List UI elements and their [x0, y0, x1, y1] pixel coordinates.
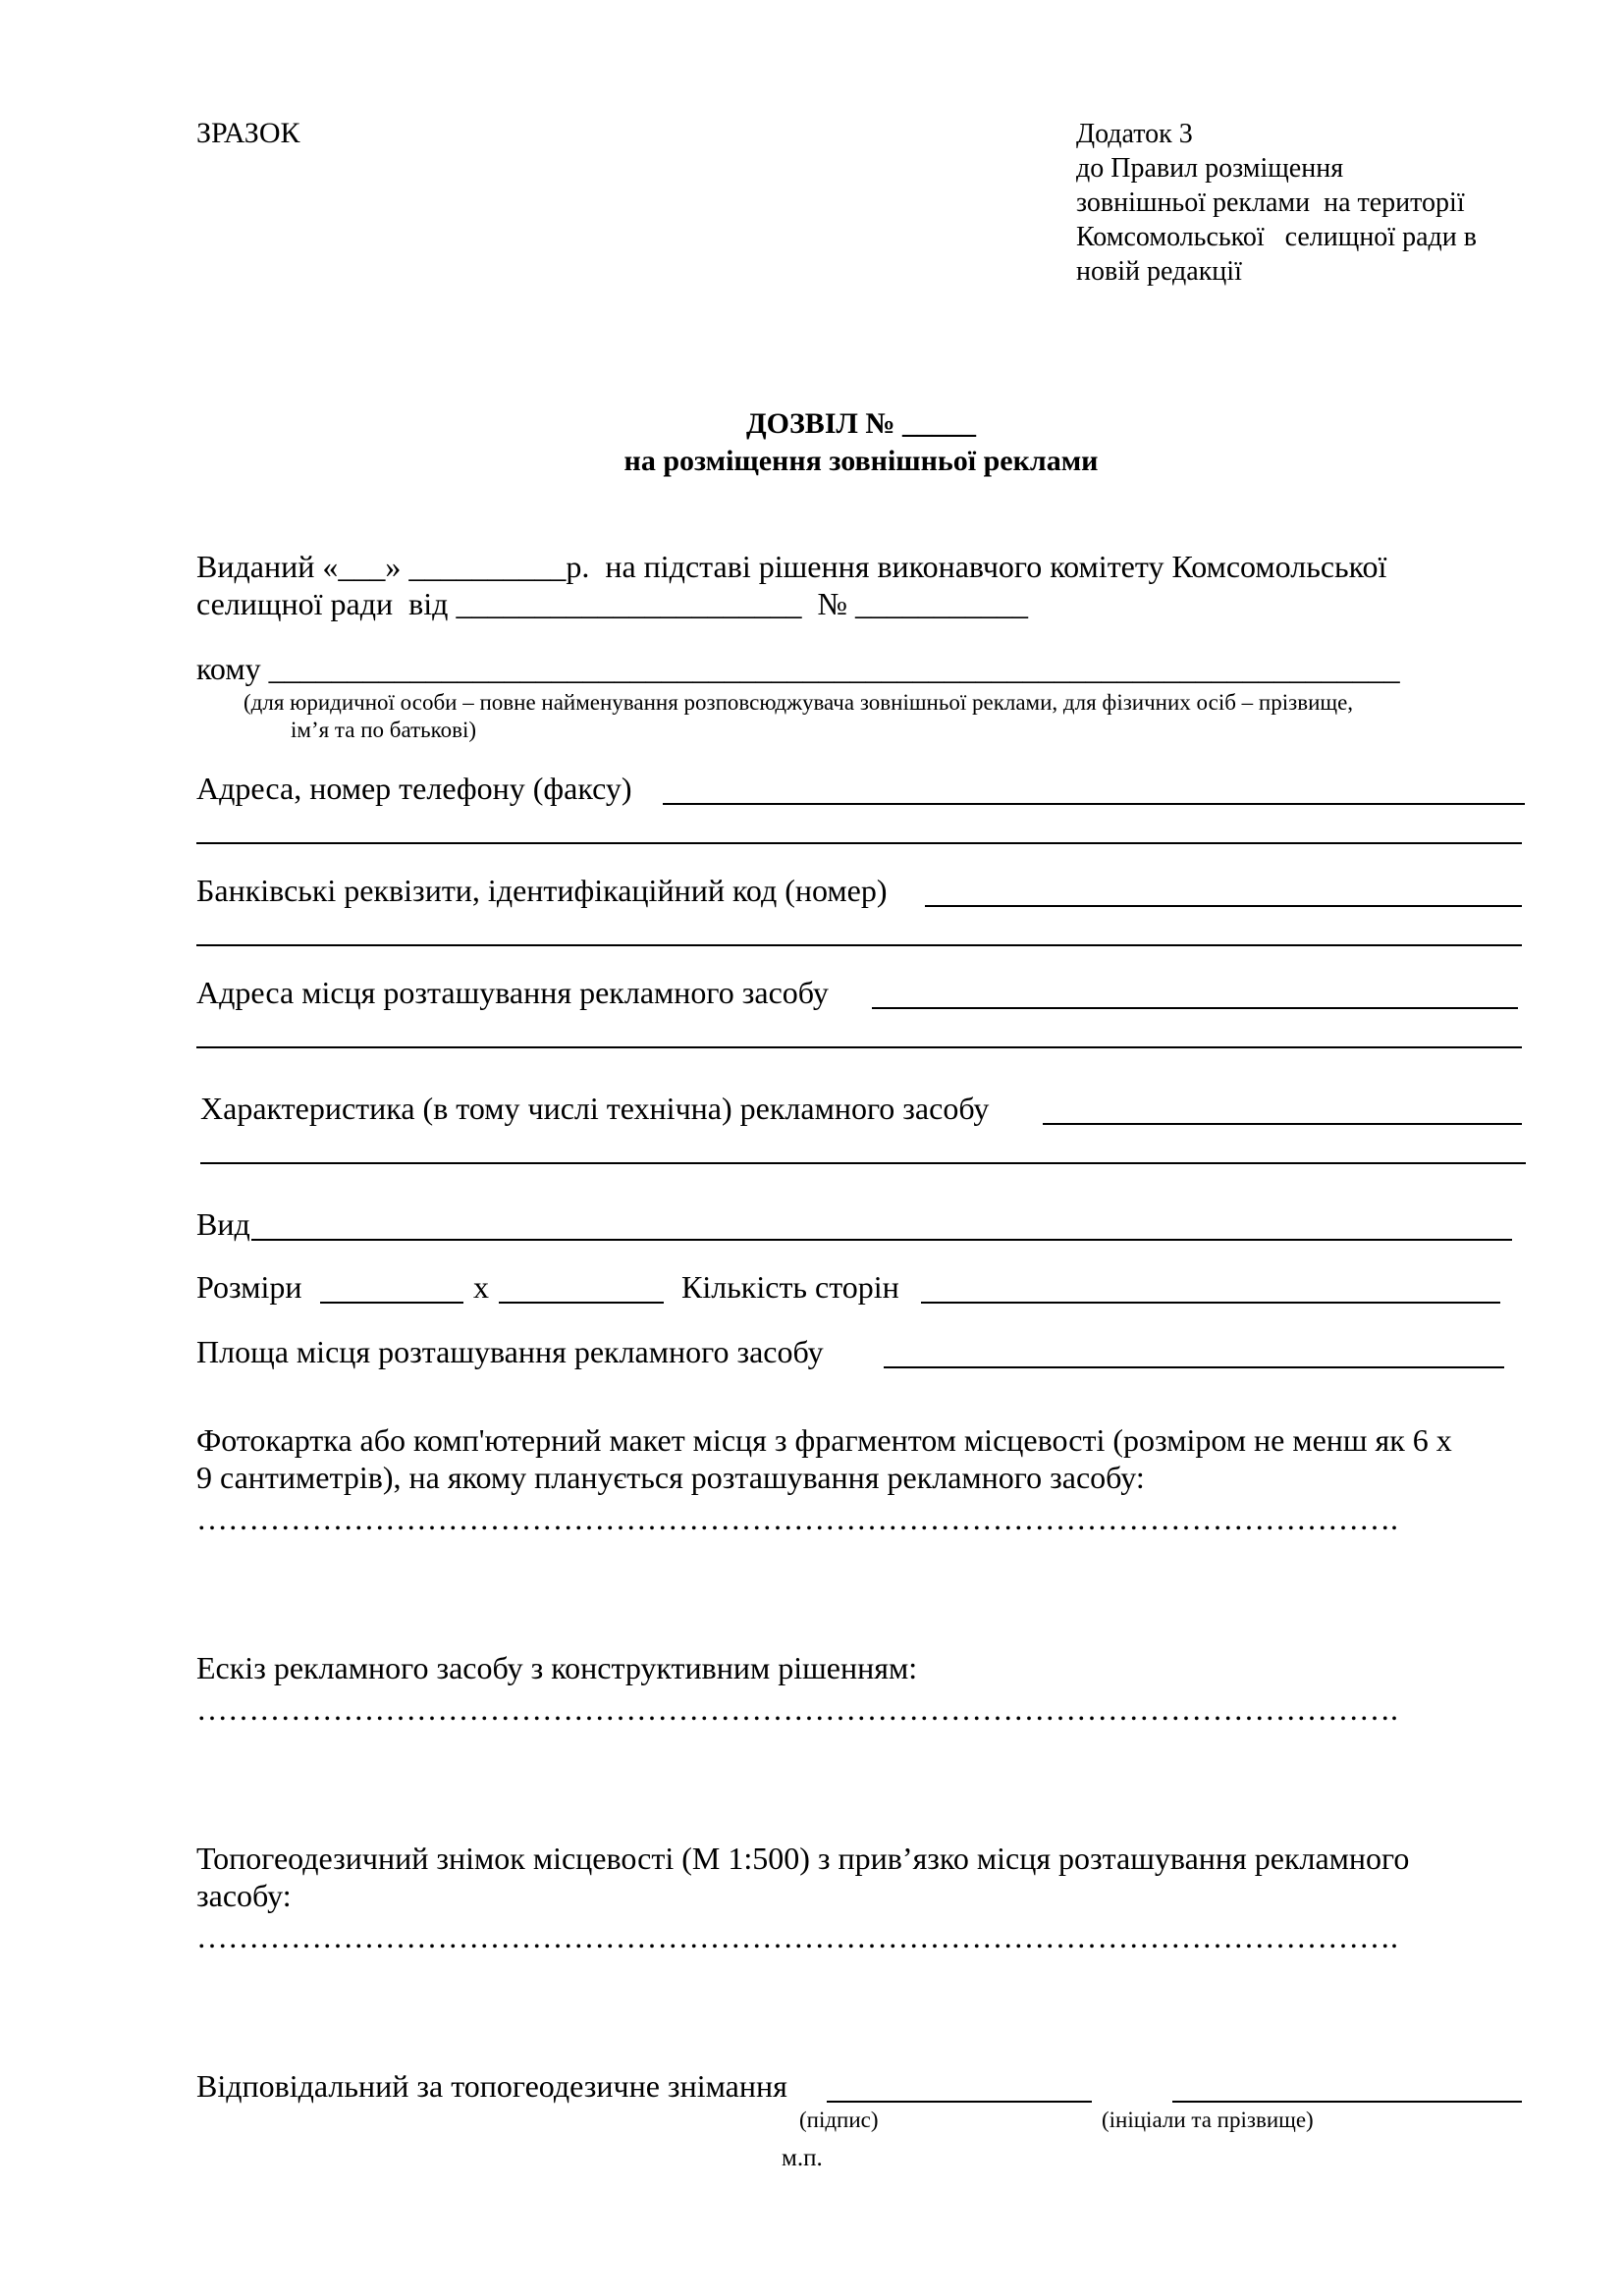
photo-line-1: Фотокартка або комп'ютерний макет місця з фрагментом місцевості (розміром не менш як 6 х	[196, 1422, 1452, 1458]
photo-line-2: 9 сантиметрів), на якому планується розташування рекламного засобу:	[196, 1460, 1145, 1495]
address-phone-label: Адреса, номер телефону (факсу)	[196, 771, 632, 806]
area-line	[884, 1366, 1504, 1368]
characteristics-line-2	[200, 1162, 1526, 1164]
type-line	[251, 1239, 1512, 1241]
address-phone-line	[663, 803, 1525, 805]
recipient-note-line-1: (для юридичної особи – повне найменування розповсюджувача зовнішньої реклами, для фізичних осіб – прізвище,	[244, 690, 1354, 715]
issued-line-2: селищної ради від ______________________ № ___________	[196, 586, 1028, 621]
type-label: Вид	[196, 1206, 250, 1242]
location-address-line	[872, 1007, 1518, 1009]
appendix-line: новій редакції	[1076, 256, 1242, 287]
address-phone-line-2	[196, 842, 1522, 844]
photo-dots: …………………………………………………………………………………………………….	[196, 1501, 1398, 1536]
size-width-line	[320, 1302, 463, 1304]
permit-title: ДОЗВІЛ № _____	[746, 407, 976, 440]
signature-line	[827, 2101, 1092, 2103]
characteristics-line	[1043, 1123, 1522, 1125]
bank-details-label: Банківські реквізити, ідентифікаційний код (номер)	[196, 873, 888, 908]
topo-dots: …………………………………………………………………………………………………….	[196, 1919, 1398, 1954]
sketch-dots: …………………………………………………………………………………………………….	[196, 1691, 1398, 1727]
sample-label: ЗРАЗОК	[196, 117, 300, 149]
size-height-line	[499, 1302, 664, 1304]
location-address-label: Адреса місця розташування рекламного засобу	[196, 975, 829, 1010]
stamp-label: м.п.	[782, 2145, 823, 2171]
appendix-line: зовнішньої реклами на території	[1076, 187, 1465, 218]
bank-details-line	[925, 905, 1522, 907]
sizes-label: Розміри	[196, 1269, 302, 1305]
issued-line-1: Виданий «___» __________р. на підставі рішення виконавчого комітету Комсомольської	[196, 549, 1387, 584]
topo-line-1: Топогеодезичний знімок місцевості (М 1:500) з прив’язко місця розташування рекламного	[196, 1841, 1410, 1876]
signature-caption: (підпис)	[799, 2108, 879, 2132]
responsible-label: Відповідальний за топогеодезичне знімання	[196, 2068, 787, 2104]
initials-caption: (ініціали та прізвище)	[1102, 2108, 1314, 2132]
recipient-note-line-2: ім’я та по батькові)	[291, 718, 477, 742]
location-address-line-2	[196, 1046, 1522, 1048]
initials-line	[1172, 2101, 1522, 2103]
sides-count-line	[921, 1302, 1500, 1304]
recipient-field: кому ________________________________________________________________________	[196, 651, 1400, 686]
sizes-x: х	[473, 1269, 489, 1305]
bank-details-line-2	[196, 944, 1522, 946]
topo-line-2: засобу:	[196, 1878, 292, 1913]
appendix-line: Комсомольської селищної ради в	[1076, 222, 1477, 252]
sides-count-label: Кількість сторін	[681, 1269, 899, 1305]
appendix-line: Додаток 3	[1076, 119, 1193, 149]
permit-subtitle: на розміщення зовнішньої реклами	[623, 445, 1099, 477]
characteristics-label: Характеристика (в тому числі технічна) рекламного засобу	[200, 1091, 990, 1126]
appendix-line: до Правил розміщення	[1076, 153, 1344, 184]
area-label: Площа місця розташування рекламного засобу	[196, 1334, 824, 1369]
sketch-label: Ескіз рекламного засобу з конструктивним рішенням:	[196, 1650, 918, 1685]
